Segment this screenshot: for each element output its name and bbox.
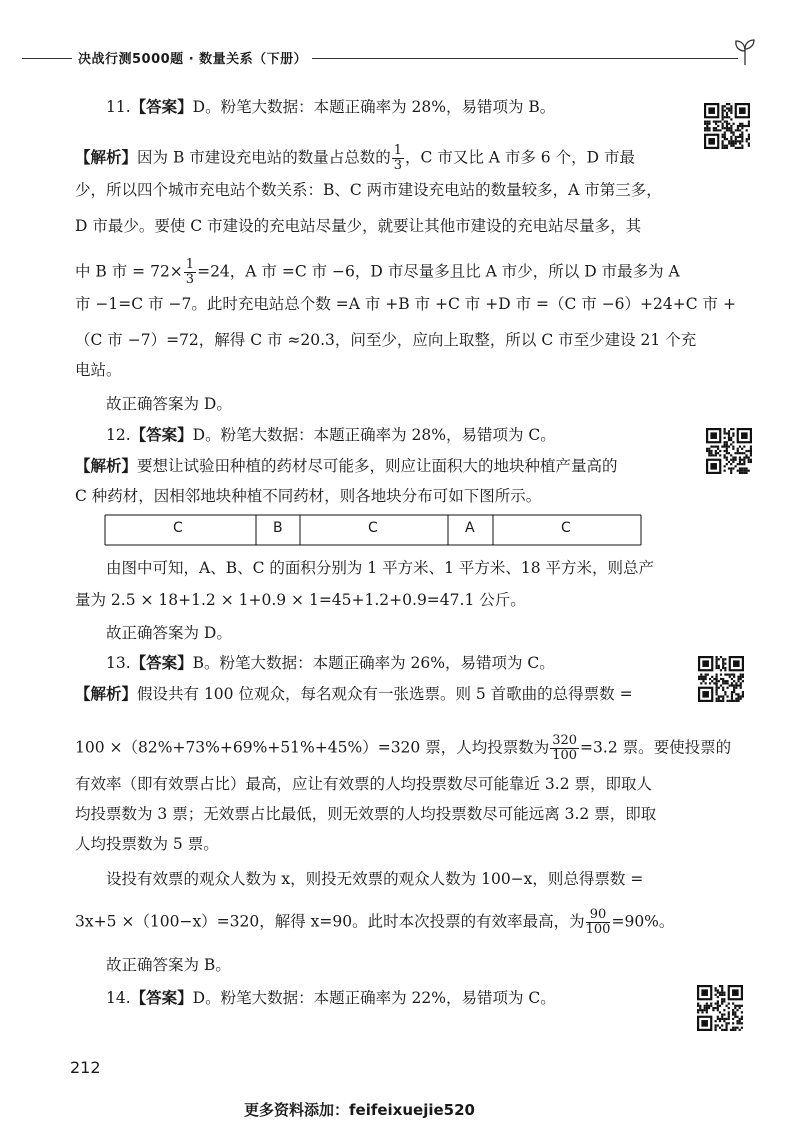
- q12-answer-tag: 【答案】: [130, 425, 193, 444]
- q12-text: 要想让试验田种植的药材尽可能多，则应让面积大的地块种植产量高的: [137, 457, 618, 475]
- field-plots-diagram: [104, 514, 642, 546]
- header-title: 决战行测5000题 · 数量关系（下册）: [78, 52, 308, 67]
- q12-analysis-line-3: 由图中可知，A、B、C 的面积分别为 1 平方米、1 平方米、18 平方米，则总产: [106, 559, 655, 577]
- q11-analysis-line-4: [75, 258, 680, 287]
- q11-text: ，C 市又比 A 市多 6 个，D 市最: [405, 148, 635, 167]
- fraction-numerator: 1: [393, 143, 403, 158]
- q11-analysis-line-6: （C 市 −7）=72，解得 C 市 ≈20.3，问至少，应向上取整，所以 C 市至少建设 21 个充: [75, 331, 697, 349]
- plot-label: C: [561, 520, 571, 536]
- q13-analysis-tag: 【解析】: [75, 684, 138, 703]
- q13-text: 3x+5 ×（100−x）=320，解得 x=90。此时本次投票的有效率最高，为: [75, 912, 585, 931]
- q14-answer-line: [106, 988, 556, 1008]
- q12-analysis-line-1: [75, 456, 618, 476]
- q14-number: 14.: [106, 989, 131, 1007]
- q13-text: 100 ×（82%+73%+69%+51%+45%）=320 票，人均投票数为: [75, 738, 550, 757]
- q13-analysis-line-3: 有效率（即有效票占比）最高，应让有效票的人均投票数尽可能靠近 3.2 票，即取人: [75, 775, 653, 793]
- q11-analysis-line-5: 市 −1=C 市 −7。此时充电站总个数 =A 市 +B 市 +C 市 +D 市 =（C 市 −6）+24+C 市 +: [75, 295, 736, 313]
- q11-analysis-line-7: 电站。: [75, 361, 122, 379]
- fraction-denominator: 3: [185, 272, 195, 287]
- fraction-denominator: 100: [552, 748, 578, 763]
- q13-analysis-line-7: [75, 908, 674, 937]
- q11-analysis-line-1: [75, 144, 635, 173]
- q14-answer-text: D。粉笔大数据：本题正确率为 22%，易错项为 C。: [192, 989, 556, 1007]
- header-rule-right: [312, 58, 738, 59]
- q11-analysis-line-3: D 市最少。要使 C 市建设的充电站尽量少，就要让其他市建设的充电站尽量多，其: [75, 217, 642, 235]
- q11-text: 因为 B 市建设充电站的数量占总数的: [137, 148, 391, 167]
- q12-analysis-tag: 【解析】: [75, 456, 138, 475]
- q13-analysis-line-1: [75, 684, 633, 704]
- q11-answer-text: D。粉笔大数据：本题正确率为 28%，易错项为 B。: [192, 98, 556, 116]
- q13-analysis-line-2: [75, 734, 731, 763]
- q11-fraction-2: [184, 258, 196, 287]
- q11-number: 11.: [106, 98, 131, 116]
- q13-text: =90%。: [611, 912, 675, 931]
- qr-code-icon[interactable]: [697, 985, 743, 1031]
- q13-answer-line: [106, 653, 555, 673]
- q12-number: 12.: [106, 426, 131, 444]
- qr-code-icon[interactable]: [698, 656, 744, 702]
- footer-note: 更多资料添加：feifeixuejie520: [244, 1101, 475, 1119]
- q14-answer-tag: 【答案】: [130, 988, 193, 1007]
- q13-number: 13.: [106, 654, 131, 672]
- q13-fraction-1: [550, 734, 579, 763]
- plot-label: B: [273, 520, 283, 536]
- q13-text: 假设共有 100 位观众，每名观众有一张选票。则 5 首歌曲的总得票数 =: [137, 685, 633, 703]
- q11-answer-tag: 【答案】: [130, 97, 193, 116]
- q12-answer-text: D。粉笔大数据：本题正确率为 28%，易错项为 C。: [192, 426, 556, 444]
- q13-answer-text: B。粉笔大数据：本题正确率为 26%，易错项为 C。: [192, 654, 555, 672]
- q13-analysis-line-6: 设投有效票的观众人数为 x，则投无效票的观众人数为 100−x，则总得票数 =: [106, 870, 644, 888]
- q11-conclusion: 故正确答案为 D。: [106, 395, 232, 413]
- plot-label: C: [368, 520, 378, 536]
- qr-code-icon[interactable]: [704, 103, 750, 149]
- qr-code-icon[interactable]: [706, 428, 752, 474]
- plot-label: C: [173, 520, 183, 536]
- q12-answer-line: [106, 425, 556, 445]
- q11-text: 中 B 市 = 72×: [75, 262, 183, 281]
- page-number: 212: [70, 1058, 101, 1077]
- q11-fraction-1: [392, 144, 404, 173]
- plot-label: A: [465, 520, 475, 536]
- q13-fraction-2: [586, 908, 611, 937]
- q12-analysis-line-2: C 种药材，因相邻地块种植不同药材，则各地块分布可如下图所示。: [75, 487, 542, 505]
- q11-answer-line: [106, 97, 555, 117]
- sprout-icon: [733, 38, 757, 66]
- q11-text: =24，A 市 =C 市 −6，D 市尽量多且比 A 市少，所以 D 市最多为 A: [197, 262, 680, 281]
- q11-analysis-tag: 【解析】: [75, 147, 138, 167]
- q13-conclusion: 故正确答案为 B。: [106, 956, 231, 974]
- q12-conclusion: 故正确答案为 D。: [106, 624, 232, 642]
- q13-analysis-line-5: 人均投票数为 5 票。: [75, 835, 219, 853]
- fraction-denominator: 3: [393, 158, 403, 173]
- fraction-denominator: 100: [585, 922, 611, 937]
- header-rule-left: [22, 58, 72, 59]
- q12-analysis-line-4: 量为 2.5 × 18+1.2 × 1+0.9 × 1=45+1.2+0.9=47.1 公斤。: [75, 591, 526, 609]
- q11-analysis-line-2: 少，所以四个城市充电站个数关系：B、C 两市建设充电站的数量较多，A 市第三多，: [75, 181, 662, 199]
- fraction-numerator: 1: [185, 257, 195, 272]
- fraction-numerator: 320: [552, 733, 578, 748]
- fraction-numerator: 90: [586, 908, 611, 923]
- q13-answer-tag: 【答案】: [130, 653, 193, 672]
- q13-text: =3.2 票。要使投票的: [580, 738, 732, 757]
- q13-analysis-line-4: 均投票数为 3 票；无效票占比最低，则无效票的人均投票数尽可能远离 3.2 票，即取: [75, 805, 657, 823]
